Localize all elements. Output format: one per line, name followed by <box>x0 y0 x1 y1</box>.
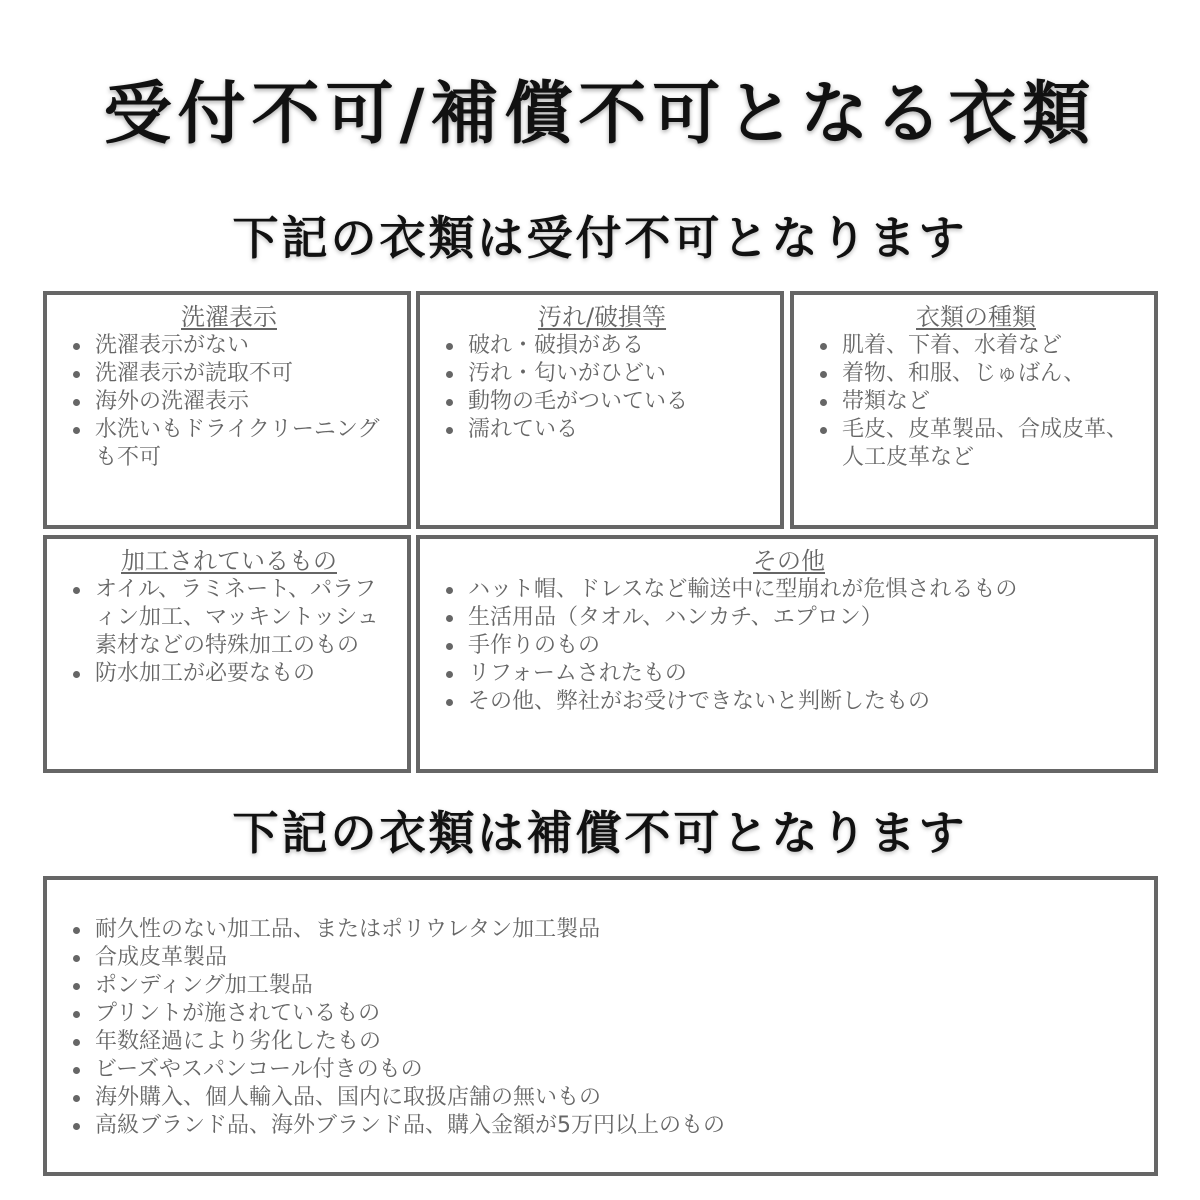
list-item: 年数経過により劣化したもの <box>69 1028 1136 1056</box>
page-title: 受付不可/補償不可となる衣類 <box>103 75 1097 154</box>
list-item: 濡れている <box>442 416 762 444</box>
list-item: 生活用品（タオル、ハンカチ、エプロン） <box>442 604 1136 632</box>
list-item: 手作りのもの <box>442 632 1136 660</box>
list-item: 洗濯表示が読取不可 <box>69 360 389 388</box>
bullet-list <box>69 332 389 472</box>
list-item: 防水加工が必要なもの <box>69 660 389 688</box>
list-item: ビーズやスパンコール付きのもの <box>69 1056 1136 1084</box>
box-stains-damage <box>416 291 784 529</box>
box-title: その他 <box>753 547 825 575</box>
list-item: 水洗いもドライクリーニングも不可 <box>69 416 389 472</box>
box-title: 汚れ/破損等 <box>537 303 667 331</box>
box-processed-items <box>43 535 411 773</box>
list-item: 耐久性のない加工品、またはポリウレタン加工製品 <box>69 916 1136 944</box>
bullet-list <box>816 332 1136 472</box>
list-item: ハット帽、ドレスなど輸送中に型崩れが危惧されるもの <box>442 576 1136 604</box>
box-title: 加工されているもの <box>121 547 337 575</box>
box-no-compensation <box>43 876 1158 1176</box>
list-item: 海外の洗濯表示 <box>69 388 389 416</box>
list-item: 汚れ・匂いがひどい <box>442 360 762 388</box>
list-item: 着物、和服、じゅばん、 <box>816 360 1136 388</box>
bullet-list <box>69 916 1136 1140</box>
list-item: オイル、ラミネート、パラフィン加工、マッキントッシュ素材などの特殊加工のもの <box>69 576 389 660</box>
list-item: 洗濯表示がない <box>69 332 389 360</box>
list-item: 毛皮、皮革製品、合成皮革、人工皮革など <box>816 416 1136 472</box>
box-washing-label <box>43 291 411 529</box>
list-item: その他、弊社がお受けできないと判断したもの <box>442 688 1136 716</box>
list-item: 合成皮革製品 <box>69 944 1136 972</box>
list-item: 動物の毛がついている <box>442 388 762 416</box>
section-heading-unacceptable: 下記の衣類は受付不可となります <box>232 211 968 265</box>
list-item: リフォームされたもの <box>442 660 1136 688</box>
box-clothing-types <box>790 291 1158 529</box>
box-title: 洗濯表示 <box>181 303 277 331</box>
bullet-list <box>69 576 389 688</box>
list-item: ポンディング加工製品 <box>69 972 1136 1000</box>
list-item: 肌着、下着、水着など <box>816 332 1136 360</box>
box-title: 衣類の種類 <box>916 303 1036 331</box>
list-item: 高級ブランド品、海外ブランド品、購入金額が5万円以上のもの <box>69 1112 1136 1140</box>
bullet-list <box>442 332 762 444</box>
box-other <box>416 535 1158 773</box>
section-heading-no-compensation: 下記の衣類は補償不可となります <box>232 806 968 860</box>
list-item: 破れ・破損がある <box>442 332 762 360</box>
list-item: 海外購入、個人輸入品、国内に取扱店舗の無いもの <box>69 1084 1136 1112</box>
list-item: プリントが施されているもの <box>69 1000 1136 1028</box>
list-item: 帯類など <box>816 388 1136 416</box>
bullet-list <box>442 576 1136 716</box>
